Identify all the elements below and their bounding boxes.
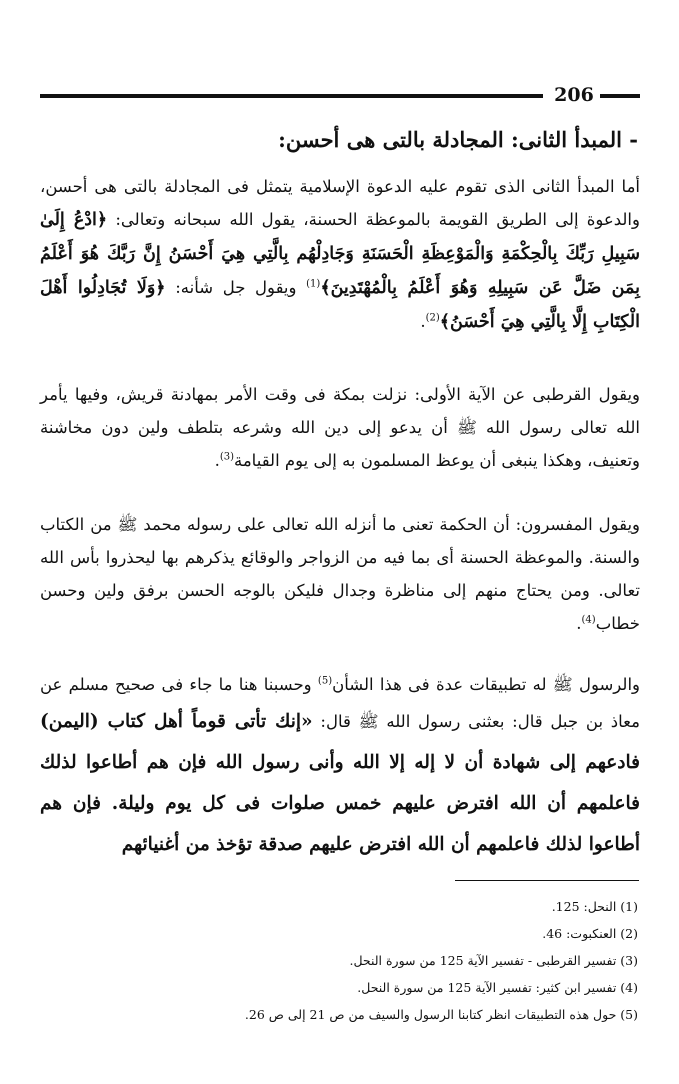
paragraph-4-text-b: وحسبنا هنا ما جاء فى صحيح مسلم عن معاذ بن جبل قال: بعثنى رسول الله ﷺ قال: [40, 675, 640, 731]
paragraph-2-text: ويقول القرطبى عن الآية الأولى: نزلت بمكة فى وقت الأمر بمهادنة قريش، وفيها يأمر الله تعالى رسول الله ﷺ أن يدعو إلى دين الله وشرعه بتلطف ولين دون مخاشنة وتعنيف، وهكذا ينبغى أن يوعظ المسلمون به إلى يوم القيامة [40, 385, 640, 470]
footnote-4: (4) تفسير ابن كثير: تفسير الآية 125 من سورة النحل. [357, 980, 638, 995]
paragraph-4 [40, 668, 640, 865]
footnote-1: (1) النحل: 125. [551, 899, 638, 914]
footnote-5: (5) حول هذه التطبيقات انظر كتابنا الرسول والسيف من ص 21 إلى ص 26. [244, 1007, 638, 1022]
header-rule-short [600, 94, 640, 98]
quran-verse-1: ﴿ادْعُ إِلَىٰ سَبِيلِ رَبِّكَ بِالْحِكْمَةِ وَالْمَوْعِظَةِ الْحَسَنَةِ وَجَادِلْهُم بِالَّتِي هِيَ أَحْسَنُ إِنَّ رَبَّكَ هُوَ أَعْلَمُ بِمَن ضَلَّ عَن سَبِيلِهِ وَهُوَ أَعْلَمُ بِالْمُهْتَدِينَ﴾ [40, 210, 640, 298]
footnote-ref-5[interactable]: (5) [317, 675, 333, 687]
footnote-3: (3) تفسير القرطبى - تفسير الآية 125 من سورة النحل. [349, 953, 638, 968]
header-rule [40, 94, 543, 98]
page-header [40, 84, 640, 106]
paragraph-1 [40, 170, 640, 339]
paragraph-2 [40, 378, 640, 477]
footnote-ref-4[interactable]: (4) [581, 614, 596, 626]
paragraph-3-text: ويقول المفسرون: أن الحكمة تعنى ما أنزله الله تعالى على رسوله محمد ﷺ من الكتاب والسنة. والموعظة الحسنة أى بما فيه من الزواجر والوقائع يذكرهم بها ليحذروا بأس الله تعالى. ومن يحتاج منهم إلى مناظرة وجدال فليكن بالوجه الحسن برفق ولين وحسن خطاب [40, 515, 640, 633]
quran-verse-2: ﴿وَلَا تُجَادِلُوا أَهْلَ الْكِتَابِ إِلَّا بِالَّتِي هِيَ أَحْسَنُ﴾ [40, 278, 640, 332]
paragraph-2-end: . [214, 451, 220, 470]
paragraph-1-mid: ويقول جل شأنه: [165, 278, 307, 297]
paragraph-1-end: . [420, 312, 426, 331]
footnotes [40, 893, 638, 1028]
paragraph-4-text-a: والرسول ﷺ له تطبيقات عدة فى هذا الشأن [332, 675, 640, 694]
footnote-2: (2) العنكبوت: 46. [542, 926, 638, 941]
paragraph-3 [40, 508, 640, 640]
hadith-quote: «إنك تأتى قوماً أهل كتاب (اليمن) فادعهم إلى شهادة أن لا إله إلا الله وأنى رسول الله فإن هم أطاعوا لذلك فاعلمهم أن الله افترض عليهم خمس صلوات فى كل يوم وليلة. فإن هم أطاعوا لذلك فاعلمهم أن الله افترض عليهم صدقة تؤخذ من أغنيائهم [40, 711, 640, 855]
paragraph-3-end: . [576, 614, 582, 633]
footnote-ref-3[interactable]: (3) [219, 451, 234, 463]
page-number: 206 [554, 84, 594, 106]
paragraph-1-text: أما المبدأ الثانى الذى تقوم عليه الدعوة الإسلامية يتمثل فى المجادلة بالتى هى أحسن، والدعوة إلى الطريق القويمة بالموعظة الحسنة، يقول الله سبحانه وتعالى: [40, 177, 640, 229]
section-heading: - المبدأ الثانى: المجادلة بالتى هى أحسن: [278, 127, 638, 152]
footnote-separator [455, 880, 639, 881]
footnote-ref-2[interactable]: (2) [425, 312, 440, 324]
footnote-ref-1[interactable]: (1) [306, 278, 321, 290]
